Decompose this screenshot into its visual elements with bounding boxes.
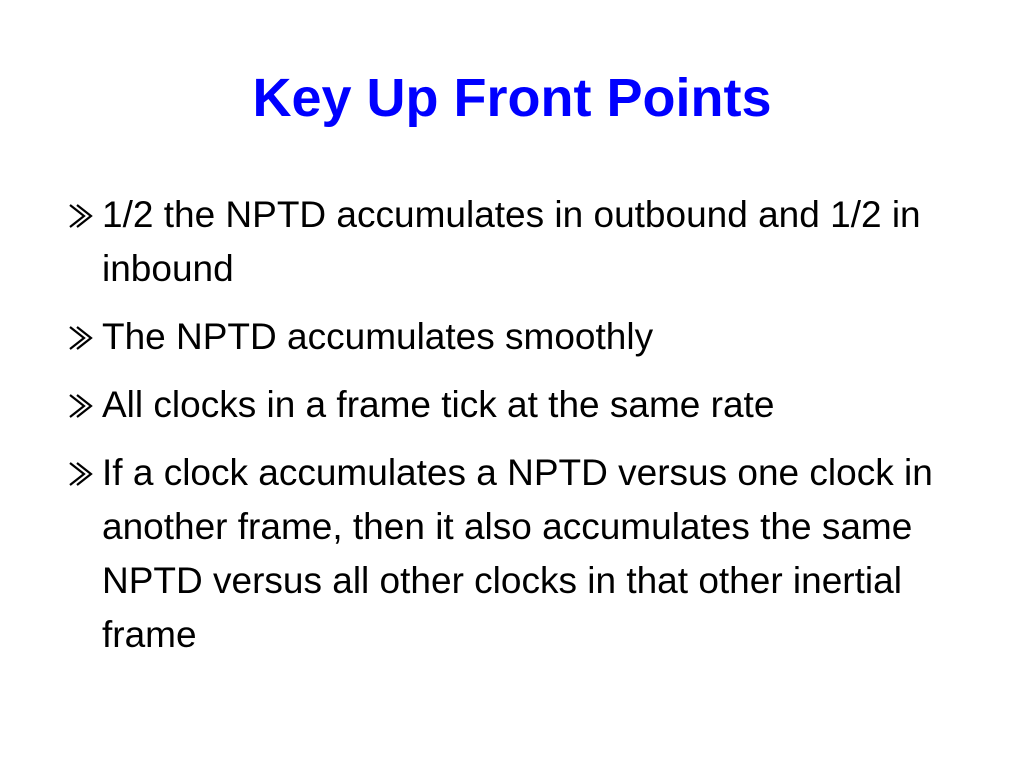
bullet-item (68, 446, 988, 662)
arrow-bullet-icon (68, 203, 96, 229)
bullet-item (68, 188, 988, 296)
arrow-bullet-icon (68, 461, 96, 487)
slide-title: Key Up Front Points (252, 68, 772, 128)
bullet-text: The NPTD accumulates smoothly (102, 316, 654, 357)
arrow-bullet-icon (68, 393, 96, 419)
bullet-item (68, 378, 988, 432)
bullet-text: 1/2 the NPTD accumulates in outbound and 1/2 in inbound (102, 194, 921, 289)
bullet-item (68, 310, 988, 364)
bullet-text: All clocks in a frame tick at the same rate (102, 384, 775, 425)
arrow-bullet-icon (68, 325, 96, 351)
bullet-list (68, 188, 988, 676)
bullet-text: If a clock accumulates a NPTD versus one clock in another frame, then it also accumulates the same NPTD versus all other clocks in that other inertial frame (102, 452, 933, 655)
